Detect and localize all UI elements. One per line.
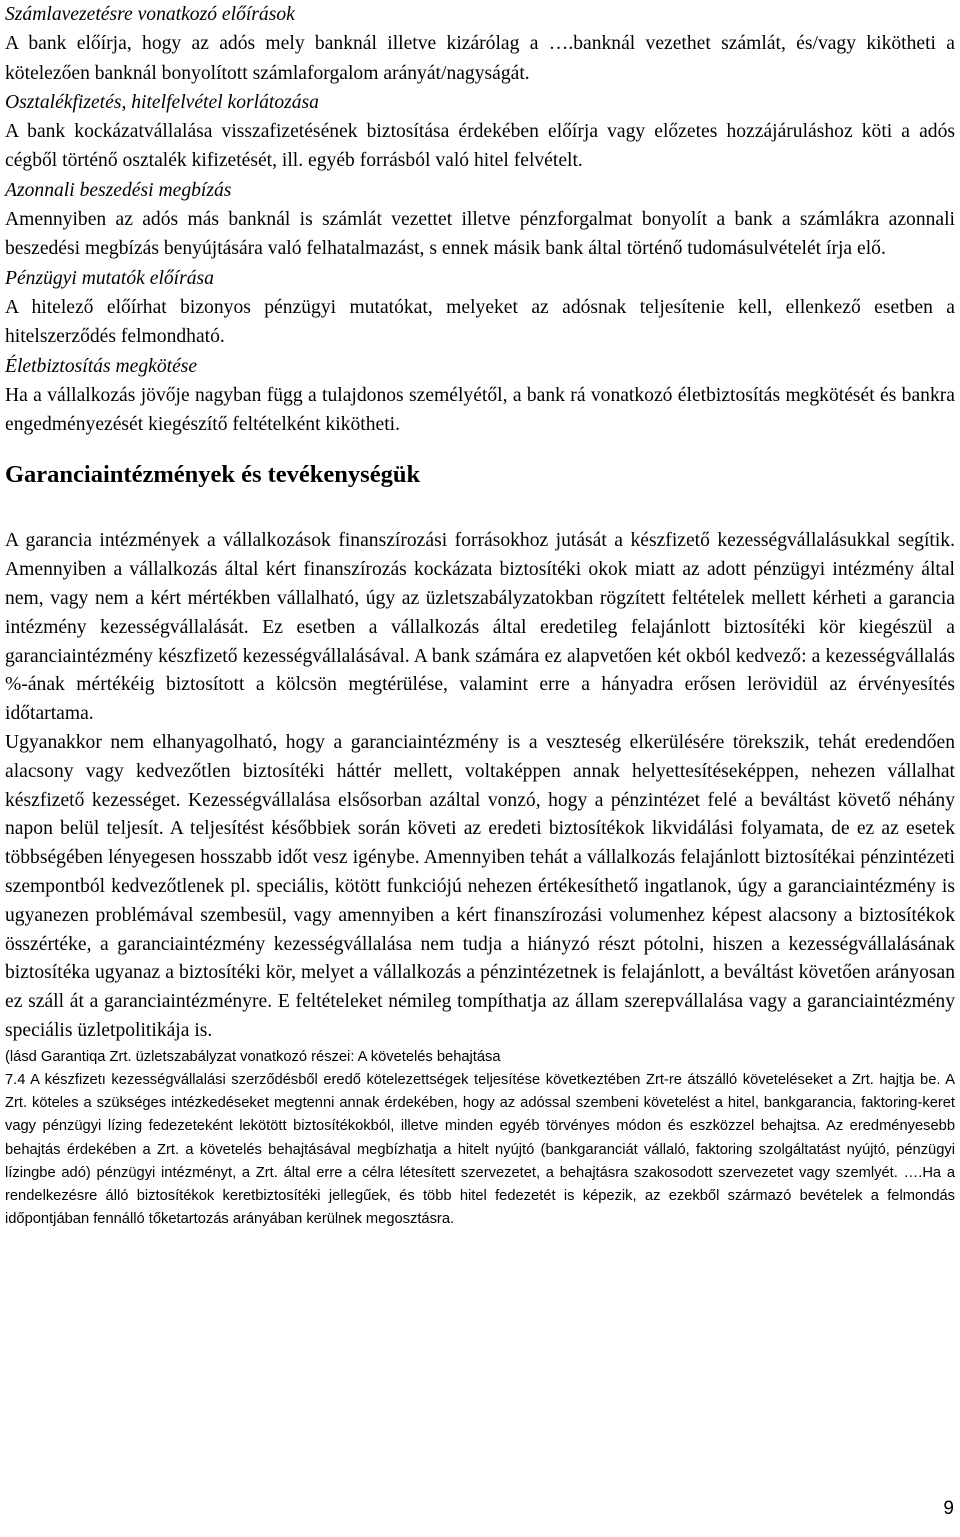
section-heading-life-insurance: Életbiztosítás megkötése	[5, 355, 198, 377]
section-text-direct-debit: Amennyiben az adós más banknál is számlát vezettet illetve pénzforgalmat bonyolít a bank a számlákra azonnali beszedési megbízás benyújtására való felhatalmazást, s ennek másik bank által történő tudomásulvételét írja elő.	[5, 209, 955, 260]
main-heading: Garanciaintézmények és tevékenységük	[5, 461, 421, 489]
section-text-dividend-restriction: A bank kockázatvállalása visszafizetésének biztosítása érdekében előírja vagy előzetes hozzájáruláshoz köti a adós cégből történő osztalék kifizetését, ill. egyéb forrásból való hitel felvételt.	[5, 121, 955, 172]
guarantee-body	[5, 527, 955, 1045]
section-text-life-insurance: Ha a vállalkozás jövője nagyban függ a tulajdonos személyétől, a bank rá vonatkozó életbiztosítás megkötését és bankra engedményezését kiegészítő feltételként kikötheti.	[5, 384, 955, 436]
section-text-account-management: A bank előírja, hogy az adós mely banknál illetve kizárólag a ….banknál vezethet számlát, és/vagy kikötheti a kötelezően banknál bonyolított számlaforgalom arányát/nagyságát.	[5, 33, 955, 84]
loan-covenants-sections	[5, 0, 955, 439]
paragraph-guarantee-intro: A garancia intézmények a vállalkozások finanszírozási forrásokhoz jutását a készfizető kezességvállalásukkal segítik. Amennyiben a vállalkozás által kért finanszírozás kockázata biztosítéki okok miatt az adott pénzügyi intézmény által nem, vagy nem a kért mértékben vállalható, úgy az üzletszabályzatokban rögzített feltételek mellett kérheti a garancia intézmény kezességvállalását. Ez esetben a vállalkozás által eredetileg felajánlott biztosítéki kör kiegészül a garanciaintézmény készfizető kezességvállalásával. A bank számára ez alapvetően két okból kedvező: a kezességvállalás %-ának mértékéig biztosított a kölcsön megtérülése, valamint erre a hányadra erősen lerövidül az érvényesítés időtartama.	[5, 530, 955, 725]
page-number: 9	[943, 1498, 954, 1519]
footnote-text: 7.4 A készfizetı kezességvállalási szerződésből eredő kötelezettségek teljesítése következtében Zrt-re átszálló követeléseket a Zrt. hajtja be. A Zrt. köteles a szükséges intézkedéseket megtenni annak érdekében, hogy az adóssal szembeni követelést a hitel, bankgarancia, faktoring-keret vagy pénzügyi lízing fedezeteként lekötött biztosítékokból, illetve minden egyéb törvényes módon és eszközzel behajtsa. Az eredményesebb behajtás érdekében a Zrt. a követelés behajtásával megbízhatja a hitelt nyújtó (bankgaranciát vállaló, faktoring szolgáltatást nyújtó, pénzügyi lízingbe adó) pénzügyi intézményt, a Zrt. által erre a célra létesített szervezetet, a behajtásra szakosodott szervezetet vagy szemlyét. ….Ha a rendelkezésre álló biztosítékok keretbiztosítéki jellegűek, és több hitel fedezetét is képezik, az ezekből származó bevételek a felmondás időpontjában fennálló tőketartozás arányában kerülnek megosztásra.	[5, 1072, 955, 1228]
footnote-source-line: (lásd Garantiqa Zrt. üzletszabályzat vonatkozó részei: A követelés behajtása	[5, 1048, 501, 1065]
section-heading-financial-ratios: Pénzügyi mutatók előírása	[5, 267, 214, 289]
section-text-financial-ratios: A hitelező előírhat bizonyos pénzügyi mutatókat, melyeket az adósnak teljesítenie kell, ellenkező esetben a hitelszerződés felmondható.	[5, 296, 955, 348]
section-heading-dividend-restriction: Osztalékfizetés, hitelfelvétel korlátozása	[5, 91, 319, 113]
paragraph-guarantee-limits: Ugyanakkor nem elhanyagolható, hogy a garanciaintézmény is a veszteség elkerülésére törekszik, tehát eredendően alacsony vagy kedvezőtlen biztosítéki háttér mellett, voltaképpen annak helyettesítéseképpen, nehezen vállalhat készfizető kezességet. Kezességvállalása elsősorban azáltal vonzó, hogy a pénzintézet felé a beváltást követő néhány napon belül teljesít. A teljesítést későbbiek során követi az eredeti biztosítékok likvidálási folyamata, de ez az esetek többségében lényegesen hosszabb időt vesz igénybe. Amennyiben tehát a vállalkozás felajánlott biztosítékai pénzintézeti szempontból kedvezőtlenek pl. speciális, kötött funkciójú nehezen értékesíthető ingatlanok, úgy a garanciaintézmény is ugyanezen problémával szembesül, vagy amennyiben a kért finanszírozási volumenhez képest alacsony a biztosítékok összértéke, a garanciaintézmény kezességvállalása nem tudja a hiányzó részt pótolni, hiszen a kezességvállalásának biztosítéka ugyanaz a biztosítéki kör, melyet a vállalkozás a pénzintézetnek is felajánlott, a beváltást követően arányosan ez száll át a garanciaintézményre. E feltételeket némileg tompíthatja az állam szerepvállalása vagy a garanciaintézmény speciális üzletpolitikája is.	[5, 732, 955, 1041]
section-heading-direct-debit: Azonnali beszedési megbízás	[5, 179, 232, 201]
section-heading-account-management: Számlavezetésre vonatkozó előírások	[5, 4, 295, 25]
footnote-quote	[5, 1046, 955, 1232]
document-page	[5, 0, 955, 1231]
